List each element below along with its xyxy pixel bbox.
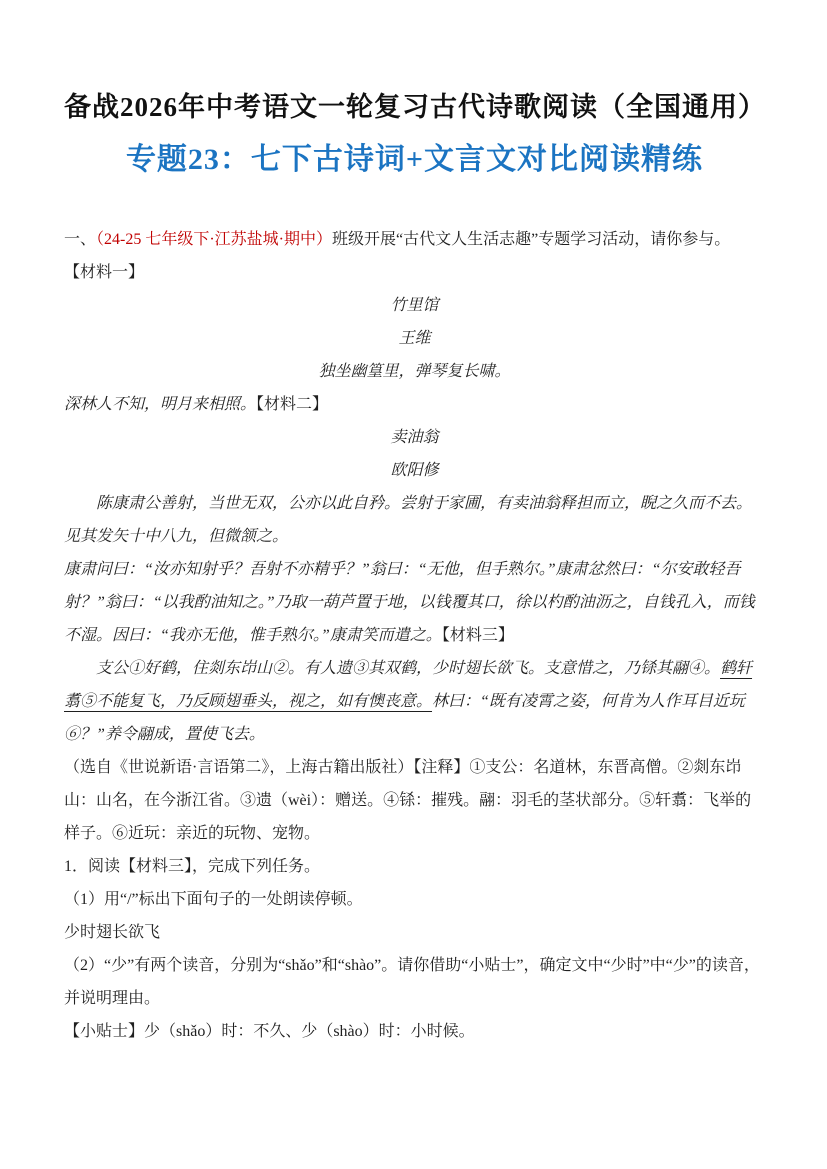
question-1-1-sentence: 少时翅长欲飞: [64, 924, 161, 942]
material1-label: 【材料一】: [64, 264, 145, 282]
exercise-intro: [64, 223, 765, 256]
notes-text: ①支公：名道林，东晋高僧。②剡东岇山：山名，在今浙江省。③遗（wèi）：赠送。④铩：摧残。翮：羽毛的茎状部分。⑤轩翥：飞举的样子。⑥近玩：亲近的玩物、宠物。: [64, 759, 752, 843]
poem1-author: 王维: [398, 330, 431, 348]
material3-part1: 支公①好鹤，住剡东岇山②。有人遗③其双鹤，少时翅长欲飞。支意惜之，乃铩其翮④。: [96, 660, 721, 678]
question-1: 1．阅读【材料三】，完成下列任务。: [64, 858, 321, 876]
question-1-1: （1）用“/”标出下面句子的一处朗读停顿。: [64, 891, 363, 909]
poem1-line1: 独坐幽篁里，弹琴复长啸。: [318, 363, 511, 381]
poem2-title: 卖油翁: [390, 429, 439, 447]
document-title: 备战2026年中考语文一轮复习古代诗歌阅读（全国通用）: [64, 92, 766, 122]
poem2-author: 欧阳修: [390, 462, 439, 480]
exercise-intro-text: 班级开展“古代文人生活志趣”专题学习活动，请你参与。: [332, 231, 731, 249]
maiyouweng-para2: 康肃问曰：“汝亦知射乎？吾射不亦精乎？”翁曰：“无他，但手熟尔。”康肃忿然曰：“尔安敢轻吾射？”翁曰：“以我酌油知之。”乃取一葫芦置于地，以钱覆其口，徐以杓酌油沥之，自钱孔入，而钱不湿。因曰：“我亦无他，惟手熟尔。”康肃笑而遣之。: [64, 561, 755, 645]
poem1-line2: 深林人不知，明月来相照。: [64, 396, 257, 414]
material3-underlined-sentence: 鹤轩翥⑤不能复飞，乃反顾翅垂头，视之，如有懊丧意。: [64, 660, 753, 711]
material2-label: 【材料二】: [256, 396, 329, 414]
poem1-line2-row: [64, 388, 765, 421]
notes-label: 【注释】: [413, 759, 470, 777]
material3-label: 【材料三】: [441, 627, 514, 645]
document-subtitle: 专题23：七下古诗词+文言文对比阅读精练: [125, 143, 704, 177]
material3-part2: 林曰：“既有凌霄之姿，何肯为人作耳目近玩⑥？”养令翮成，置使飞去。: [64, 693, 745, 744]
exercise-number: 一、: [64, 231, 97, 249]
tip-box: 【小贴士】少（shǎo）时：不久、少（shào）时：小时候。: [64, 1023, 475, 1041]
poem1-title: 竹里馆: [390, 297, 439, 315]
question-1-2: （2）“少”有两个读音，分别为“shǎo”和“shào”。请你借助“小贴士”，确定文中“少时”中“少”的读音，并说明理由。: [64, 957, 760, 1008]
material3-source-and-notes: [64, 751, 765, 850]
poem-zhuliguan: [64, 289, 765, 421]
material3-source: （选自《世说新语·言语第二》，上海古籍出版社）: [64, 759, 414, 777]
passage-maiyouweng: [64, 421, 765, 652]
exam-source-tag: （24-25 七年级下·江苏盐城·期中）: [96, 231, 333, 249]
material3-passage: [64, 652, 765, 751]
maiyouweng-para1: 陈康肃公善射，当世无双，公亦以此自矜。尝射于家圃，有卖油翁释担而立，睨之久而不去。见其发矢十中八九，但微颔之。: [64, 495, 753, 546]
maiyouweng-para2-row: [64, 553, 765, 652]
